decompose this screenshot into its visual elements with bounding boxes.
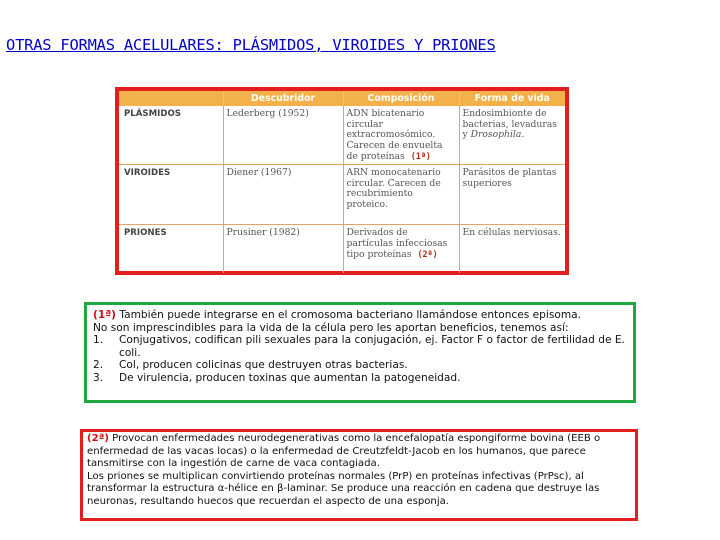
prion-note-paragraph: Los priones se multiplican convirtiendo proteínas normales (PrP) en proteínas infectivas (PrPsc), al transformar la estructura α-hélice en β-laminar. Se produce una reacción en cadena que destruye las neuronas, resultando huecos que recuerdan el aspecto de una esponja. bbox=[87, 470, 600, 507]
plasmid-note-line bbox=[93, 309, 627, 322]
page-title: OTRAS FORMAS ACELULARES: PLÁSMIDOS, VIROIDES Y PRIONES bbox=[6, 36, 496, 54]
footnote-mark: (1ª) bbox=[93, 309, 117, 321]
acellular-forms-table-frame bbox=[115, 87, 569, 275]
discoverer-cell: Lederberg (1952) bbox=[223, 106, 343, 164]
prion-note-paragraph bbox=[87, 433, 631, 471]
composition-text: Derivados de partículas infecciosas tipo proteínas bbox=[346, 226, 448, 261]
table-row bbox=[119, 224, 565, 273]
plasmid-note-text: También puede integrarse en el cromosoma bacteriano llamándose entonces episoma. bbox=[116, 309, 582, 321]
discoverer-cell: Diener (1967) bbox=[223, 164, 343, 224]
composition-cell bbox=[343, 106, 459, 164]
footnote-mark: (1ª) bbox=[410, 151, 431, 162]
plasmid-note-box bbox=[84, 302, 636, 403]
row-name: VIROIDES bbox=[119, 164, 223, 224]
row-name: PLÁSMIDOS bbox=[119, 106, 223, 164]
prion-note-text: Provocan enfermedades neurodegenerativas como la encefalopatía espongiforme bovina (EEB o enfermedad de las vacas locas) o la enfermedad de Creutzfeldt-Jacob en los humanos, que parece tansmitirse con la ingestión de carne de vaca contagiada. bbox=[87, 433, 601, 470]
discoverer-cell: Prusiner (1982) bbox=[223, 224, 343, 273]
plasmid-types-list bbox=[93, 334, 627, 384]
prion-note-box bbox=[80, 429, 638, 521]
table-header-cell: Descubridor bbox=[223, 91, 343, 106]
list-number: 2. bbox=[93, 359, 104, 372]
table-header-cell: Composición bbox=[343, 91, 459, 106]
table-header-cell: Forma de vida bbox=[459, 91, 565, 106]
composition-cell bbox=[343, 164, 459, 224]
footnote-mark: (2ª) bbox=[87, 433, 109, 444]
list-item bbox=[93, 372, 627, 385]
footnote-mark: (2ª) bbox=[417, 249, 438, 260]
life-form-cell bbox=[459, 224, 565, 273]
life-form-italic: Drosophila. bbox=[470, 129, 525, 141]
composition-text: ARN monocatenario circular. Carecen de recubrimiento proteico. bbox=[346, 166, 441, 210]
table-row bbox=[119, 106, 565, 164]
list-text: De virulencia, producen toxinas que aumentan la patogeneidad. bbox=[119, 371, 461, 384]
list-item bbox=[93, 359, 627, 372]
composition-text: ADN bicatenario circular extracromosómico. Carecen de envuelta de proteínas bbox=[346, 108, 443, 163]
table-header-row bbox=[119, 91, 565, 106]
table-row bbox=[119, 164, 565, 224]
life-form-cell bbox=[459, 106, 565, 164]
list-text: Conjugativos, codifican pili sexuales para la conjugación, ej. Factor F o factor de fertilidad de E. coli. bbox=[119, 334, 625, 359]
list-number: 1. bbox=[93, 334, 104, 347]
composition-cell bbox=[343, 224, 459, 273]
list-item bbox=[93, 334, 627, 359]
list-text: Col, producen colicinas que destruyen otras bacterias. bbox=[119, 359, 408, 372]
life-form-text: En células nerviosas. bbox=[462, 226, 561, 238]
table-header-cell bbox=[119, 91, 223, 106]
life-form-cell bbox=[459, 164, 565, 224]
row-name: PRIONES bbox=[119, 224, 223, 273]
list-number: 3. bbox=[93, 371, 104, 384]
life-form-text: Endosimbionte de bacterias, levaduras y bbox=[462, 108, 557, 141]
plasmid-note-line: No son imprescindibles para la vida de la célula pero les aportan beneficios, tenemos así: bbox=[93, 321, 569, 334]
acellular-forms-table bbox=[119, 91, 565, 273]
life-form-text: Parásitos de plantas superiores bbox=[462, 166, 557, 189]
